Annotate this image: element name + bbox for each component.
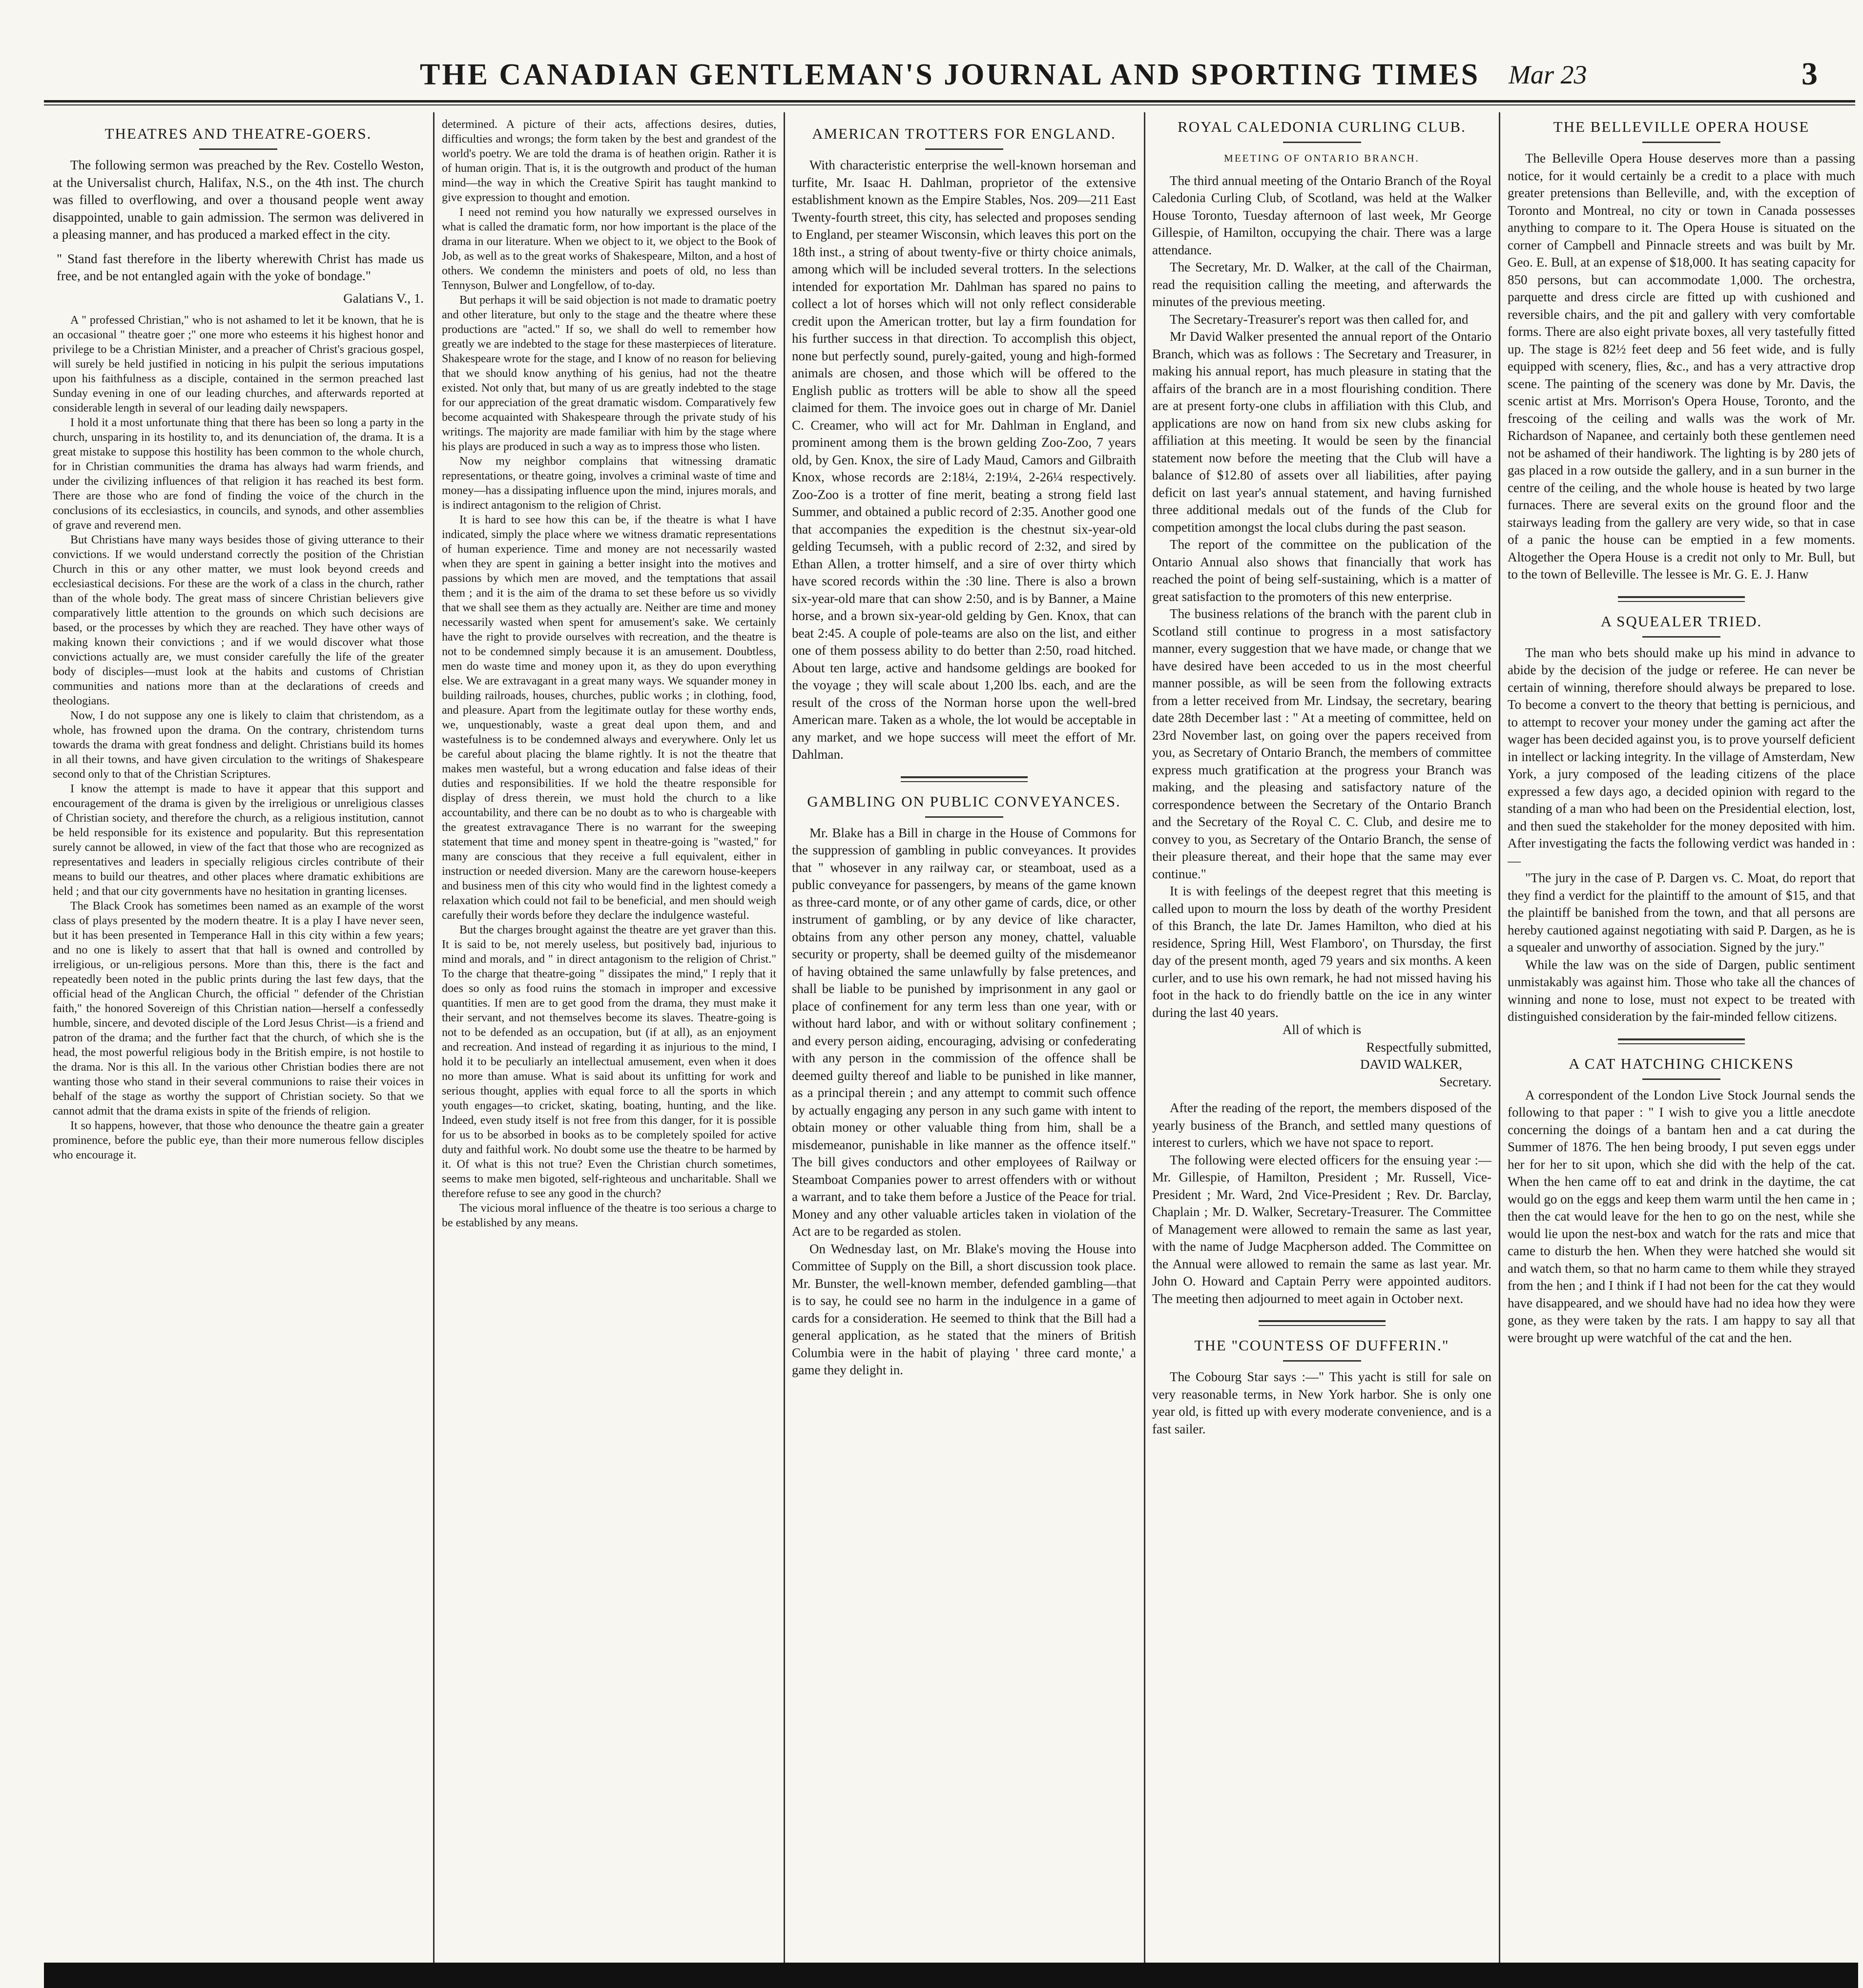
paragraph: The Black Crook has sometimes been named as an example of the worst class of plays presented by the modern theatre. It is a play I have never seen, but it has been presented in Temperance Hall in this city within a few years; and no one is likely to assert that that hall is owned and controlled by irreligious, or un-religious persons. More than this, there is the fact and repeatedly been noted in the public prints during the last few days, that the official head of the Anglican Church, the official " defender of the Christian faith," the honored Sovereign of this Christian nation—herself a confessedly humble, sincere, and devoted disciple of the Lord Jesus Christ—is a friend and patron of the drama; and the further fact that the church, of which she is the head, the most powerful religious body in the British empire, is not hostile to the drama. Nor is this all. In the various other Christian bodies there are not wanting those who stand in their several communions to raise their voices in behalf of the stage as worthy the support of Christian society. So that we cannot admit that the drama exists in spite of the friends of religion. [53, 900, 424, 1118]
masthead-rule-thin [44, 104, 1855, 105]
article-heading-countess: THE "COUNTESS OF DUFFERIN." [1194, 1337, 1449, 1354]
newspaper-title: THE CANADIAN GENTLEMAN'S JOURNAL AND SPORTING TIMES [420, 58, 1480, 91]
section-rule [1618, 596, 1745, 602]
paragraph: The Cobourg Star says :—" This yacht is still for sale on very reasonable terms, in New York harbor. She is only one year old, is fitted up with every moderate convenience, and is a fast sailer. [1152, 1369, 1491, 1436]
column-divider [1144, 112, 1145, 1963]
section-rule [1618, 1038, 1745, 1044]
article-heading-curling: ROYAL CALEDONIA CURLING CLUB. [1178, 118, 1466, 135]
paragraph: A " professed Christian," who is not ashamed to let it be known, that he is an occasional " theatre goer ;" one more who esteems it his highest honor and privilege to be a Christian Minister, and a preacher of Christ's gracious gospel, will surely be held justified in noticing in his pulpit the serious imputations upon his faithfulness as a disciple, contained in the sermon preached last Sunday evening in one of our leading churches, and afterwards reported at considerable length in several of our leading daily newspapers. [53, 314, 424, 414]
masthead [0, 49, 1863, 103]
column-5 [1508, 117, 1855, 1959]
article-heading-cat: A CAT HATCHING CHICKENS [1569, 1055, 1794, 1072]
heading-rule [925, 816, 1003, 818]
heading-rule [1642, 142, 1720, 143]
paragraph: But the charges brought against the theatre are yet graver than this. It is said to be, not merely useless, but positively bad, injurious to mind and morals, and " in direct antagonism to the religion of Christ." To the charge that theatre-going " dissipates the mind," I reply that it does so only as food ruins the stomach in improper and excessive quantities. If men are to get good from the drama, they must make it their servant, and not themselves become its slaves. Theatre-going is not to be defended as an occupation, but (if at all), as an enjoyment and recreation. And instead of regarding it as injurious to the mind, I hold it to be peculiarly an intellectual amusement, even when it does no more than amuse. What is said about its unfitting for work and serious thought, applies with equal force to all the sports in which youth engages—to cricket, skating, boating, hunting, and the like. Indeed, even study itself is not free from this danger, for it is possible for us to be absorbed in books as to be completely spoiled for active duty and faithful work. No doubt some use the theatre to be harmed by it. Of what is this not true? Even the Christian church sometimes, seems to make men bigoted, self-righteous and uncharitable. Shall we therefore refuse to see any good in the church? [442, 924, 776, 1200]
paragraph: The following sermon was preached by the Rev. Costello Weston, at the Universalist church, Halifax, N.S., on the 4th inst. The church was filled to overflowing, and over a thousand people went away disappointed, unable to gain admission. The sermon was delivered in a pleasing manner, and has produced a marked effect in the city. [53, 158, 424, 242]
paragraph: The man who bets should make up his mind in advance to abide by the decision of the judge or referee. He can never be certain of winning, therefore should always be prepared to lose. To become a convert to the theory that betting is pernicious, and to attempt to recover your money under the gaming act after the wager has been decided against you, is to prove yourself deficient in intellect or lacking integrity. In the village of Amsterdam, New York, a jury composed of the leading citizens of the place expressed a few days ago, a decided opinion with regard to the standing of a man who had been on the Presidential election, lost, and then sued the stakeholder for the money deposited with him. After investigating the facts the following verdict was handed in :— [1508, 645, 1855, 868]
masthead-rule [44, 100, 1855, 103]
paragraph: It is with feelings of the deepest regret that this meeting is called upon to mourn the loss by death of the worthy President of this Branch, the late Dr. James Hamilton, who died at his residence, Spring Hill, West Flamboro', on Thursday, the first day of the present month, aged 79 years and six months. A keen curler, and to use his own remark, he had not missed having his foot in the hack to do friendly battle on the ice in any winter during the last 40 years. [1152, 884, 1491, 1020]
paragraph: I know the attempt is made to have it appear that this support and encouragement of the drama is given by the irreligious or unreligious classes of Christian society, and therefore the church, as a religious institution, cannot be held responsible for its existence and popularity. But this representation surely cannot be allowed, in view of the fact that those who are recognized as representatives and leaders in specially religious circles contribute of their means to build our theatres, and other places where dramatic exhibitions are held ; and that our city governments have no hesitation in granting licenses. [53, 783, 424, 898]
paragraph: I hold it a most unfortunate thing that there has been so long a party in the church, unsparing in its hostility to, and its denunciation of, the drama. It is a great mistake to suppose this hostility has been common to the whole church, for in Christian communities the drama has always had warm friends, and under the civilizing influences of that religion it has reached its best form. There are those who are fond of finding the voice of the church in the conclusions of its ecclesiastics, in councils, and synods, and other assemblies of grave and reverend men. [53, 416, 424, 532]
paragraph: It so happens, however, that those who denounce the theatre gain a greater prominence, before the public eye, than their more numerous fellow disciples who encourage it. [53, 1119, 424, 1161]
paragraph: Mr. Blake has a Bill in charge in the House of Commons for the suppression of gambling in public conveyances. It provides that " whosever in any railway car, or steamboat, used as a public conveyance for passengers, by means of the game known as three-card monte, or of any other game of cards, dice, or other instrument of gambling, or by any device of like character, obtains from any other person any money, chattel, valuable security or property, shall be deemed guilty of the misdemeanor of having obtained the same unlawfully by false pretences, and shall be liable to be punished by imprisonment in any gaol or place of confinement for any term less than one year, with or without hard labor, and with or without solitary confinement ; and every person aiding, encouraging, advising or confederating with any person in the commission of the offence shall be deemed guilty thereof and liable to be punished in like manner, as a principal therein ; and any attempt to commit such offence by actually engaging any person in any such game with intent to obtain money or other valuable thing from him, shall be a misdemeanor, punishable in like manner as the offence itself." The bill gives conductors and other employees of Railway or Steamboat Companies power to arrest offenders with or without a warrant, and to take them before a Justice of the Peace for trial. Money and any other valuable articles taken in violation of the Act are to be regarded as stolen. [792, 825, 1136, 1239]
paragraph: But perhaps it will be said objection is not made to dramatic poetry and other literature, but only to the stage and the theatre where these productions are "acted." If so, we shall do well to remember how greatly we are indebted to the stage for these masterpieces of literature. Shakespeare wrote for the stage, and I know of no reason for believing that we should know anything of his genius, had not the theatre existed. Not only that, but many of us are greatly indebted to the stage for our appreciation of the great dramatic wisdom. Comparatively few become acquainted with Shakespeare through the private study of his writings. The majority are made familiar with him by the stage where his plays are produced in such a way as to impress those who listen. [442, 294, 776, 453]
article-heading-theatres: THEATRES AND THEATRE-GOERS. [104, 125, 372, 142]
column-2 [442, 117, 776, 1959]
signature-line: All of which is [1282, 1022, 1362, 1037]
paragraph: The vicious moral influence of the theatre is too serious a charge to be established by any means. [442, 1202, 776, 1229]
handwritten-date: Mar 23 [1509, 60, 1587, 89]
paragraph: On Wednesday last, on Mr. Blake's moving the House into Committee of Supply on the Bill, a short discussion took place. Mr. Bunster, the well-known member, defended gambling—that is to say, he could see no harm in the indulgence in a game of cards for a consideration. He seemed to think that the Bill had a general application, as he stated that the miners of British Columbia were in the habit of playing ' three card monte,' a game they delight in. [792, 1241, 1136, 1377]
paragraph: The report of the committee on the publication of the Ontario Annual also shows that financially that work has reached the point of being self-sustaining, which is a matter of great satisfaction to the promoters of this new enterprise. [1152, 537, 1491, 604]
paragraph: Mr David Walker presented the annual report of the Ontario Branch, which was as follows : The Secretary and Treasurer, in making his annual report, has much pleasure in stating that the affairs of the branch are in a most flourishing condition. There are at present forty-one clubs in affiliation with this Club, and applications are now on hand from six new clubs asking for affiliation at this meeting. It would be seen by the financial statement now before the meeting that the Club will have a balance of $12.80 of assets over all liabilities, after paying deficit on last year's annual statement, and having furnished three additional medals out of the funds of the Club for competition amongst the local clubs during the past season. [1152, 329, 1491, 535]
scripture-quote: " Stand fast therefore in the liberty wherewith Christ has made us free, and be not entangled again with the yoke of bondage." [57, 251, 424, 283]
paragraph: I need not remind you how naturally we expressed ourselves in what is called the dramatic form, nor how important is the place of the drama in our literature. When we object to it, we object to the Book of Job, as well as to the great works of Shakespeare, Milton, and a host of others. We condemn the ministers and poets of old, no less than Tennyson, Bulwer and Longfellow, of to-day. [442, 206, 776, 292]
paragraph: determined. A picture of their acts, affections desires, duties, difficulties and wrongs; the form taken by the best and grandest of the world's poetry. We are told the drama is of heathen origin. Rather it is of human origin. That is, it is the outgrowth and product of the human mind—the way in which the Creative Spirit has taught mankind to give expression to thought and emotion. [442, 118, 776, 204]
paragraph: The Secretary-Treasurer's report was then called for, and [1170, 311, 1469, 327]
heading-rule [1642, 1078, 1720, 1080]
heading-rule [1283, 142, 1361, 143]
paragraph: A correspondent of the London Live Stock Journal sends the following to that paper : " I wish to give you a little anecdote concerning the doings of a bantam hen and a cat during the Summer of 1876. The hen being broody, I put seven eggs under her for her to sit upon, which she did with the help of the cat. When the hen came off to eat and drink in the daytime, the cat would go on the eggs and keep them warm until the hen came in ; then the cat would leave for the hen to go on the nest, while she would lie upon the nest-box and watch for the rats and mice that came to disturb the hen. When they were hatched she would sit and watch them, so that no harm came to them while they strayed from the hen ; and I think if I had not been for the cat they would have disappeared, and we should have had no idea how they were gone, as they were taken by the rats. I am happy to say all that were brought up were watchful of the cat and the hen. [1508, 1087, 1855, 1345]
column-divider [433, 112, 435, 1963]
paragraph: It is hard to see how this can be, if the theatre is what I have indicated, simply the place where we witness dramatic representations of human experience. Time and money are not necessarily wasted when they are spent in gaining a better insight into the motives and passions by which men are moved, and the temptations that assail them ; and it is the aim of the drama to set these before us so vividly that we shall see them as they actually are. Neither are time and money necessarily wasted when spent for amusement's sake. We certainly have the right to provide ourselves with recreation, and the theatre is not to be condemned simply because it is an amusement. Doubtless, men do waste time and money upon it, as they do upon everything else. We are extravagant in a great many ways. We squander money in building railroads, houses, churches, public works ; in clothing, food, and pleasure. Apart from the legitimate outlay for these worthy ends, we, unquestionably, waste a great deal upon them, and and wastefulness is to be condemned always and everywhere. Only let us be careful about placing the blame rightly. It is not the theatre that makes men wasteful, but a wrong education and false ideas of their duties and responsibilities. If we hold the theatre responsible for display of dress therein, we must hold the church to a like accountability, and there can be no doubt as to who is chargeable with the greatest extravagance There is no warrant for the sweeping statement that time and money spent in theatre-going is "wasted," for many are conscious that they receive a full equivalent, either in instruction or needed diversion. Many are the careworn house-keepers and business men of this city who would find in the lightest comedy a relaxation which could not fail to be beneficial, and men should weigh carefully their words before they declare the indulgence wasteful. [442, 514, 776, 922]
article-subheading: MEETING OF ONTARIO BRANCH. [1224, 152, 1420, 164]
paragraph: But Christians have many ways besides those of giving utterance to their convictions. If we would understand correctly the position of the Christian Church in this or any other matter, we must look beyond creeds and ecclesiastical decisions. For these are the work of a class in the church, rather than of the whole body. The great mass of sincere Christian believers give comparatively little attention to the grounds on which such decisions are based, or the processes by which they are reached. They have other ways of making known their convictions ; and if we would discover what those convictions actually are, we must consider carefully the life of the greater body of disciples—must look at the habits and customs of Christian communities and nations more than at the declarations of creeds and theologians. [53, 534, 424, 707]
paragraph: Now my neighbor complains that witnessing dramatic representations, or theatre going, involves a criminal waste of time and money—has a dissipating influence upon the mind, injures morals, and is indirect antagonism to the religion of Christ. [442, 455, 776, 512]
scan-bottom-edge [44, 1963, 1858, 1988]
column-divider [1499, 112, 1500, 1963]
signature-line: Respectfully submitted, [1366, 1039, 1491, 1055]
paragraph: While the law was on the side of Dargen, public sentiment unmistakably was against him. Those who take all the chances of winning and none to lose, must not expect to be treated with distinguished consideration by the fair-minded fellow citizens. [1508, 957, 1855, 1024]
column-3 [792, 117, 1136, 1959]
heading-rule [199, 148, 277, 150]
column-divider [784, 112, 785, 1963]
paragraph: With characteristic enterprise the well-known horseman and turfite, Mr. Isaac H. Dahlman, proprietor of the extensive establishment known as the Empire Stables, Nos. 209—211 East Twenty-fourth street, this city, has selected and proposes sending to England, per steamer Wisconsin, which leaves this port on the 18th inst., a string of about twenty-five or thirty choice animals, among which will be included several trotters. In the selections intended for exportation Mr. Dahlman has spared no pains to collect a lot of horses which will not only reflect considerable credit upon the American trotter, but lay a firm foundation for his further success in that direction. To accomplish this object, none but perfectly sound, purely-gaited, young and high-formed animals are chosen, and those which will be offered to the English public as trotters will be able to show all the speed claimed for them. The invoice goes out in charge of Mr. Daniel C. Creamer, who will act for Mr. Dahlman in England, and prominent among them is the brown gelding Zoo-Zoo, 7 years old, by Gen. Knox, the sire of Lady Maud, Camors and Gilbraith Knox, whose records are 2:18¼, 2:19¼, 2-26¼ respectively. Zoo-Zoo is a trotter of fine merit, beating a strong field last Summer, and obtained a public record of 2:35. Another good one that accompanies the expedition is the chestnut six-year-old gelding Tecumseh, with a public record of 2:32, and sired by Ethan Allen, a trotter himself, and a sire of over thirty which have scored records within the :30 line. There is also a brown six-year-old mare that can show 2:50, and is by Banner, a Maine horse, and a brown six-year-old gelding by Gen. Knox, that can beat 2:45. A couple of pole-teams are also on the list, and either one of them possess ability to do better than 2:50, road hitched. About ten large, active and handsome geldings are booked for the voyage ; they will scale about 1,200 lbs. each, and are the result of the cross of the Norman horse upon the well-bred American mare. Taken as a whole, the lot would be acceptable in any market, and we hope success will meet the effort of Mr. Dahlman. [792, 158, 1136, 762]
signature-name: DAVID WALKER, [1360, 1057, 1462, 1072]
column-1 [53, 117, 424, 1959]
heading-rule [1642, 636, 1720, 638]
article-heading-belleville: THE BELLEVILLE OPERA HOUSE [1553, 118, 1810, 135]
paragraph: The business relations of the branch with the parent club in Scotland still continue to progress in a most satisfactory manner, every suggestion that we have made, or change that we have desired have been acceded to us in the most cheerful manner possible, as will be seen from the following extracts from a letter received from Mr. Lindsay, the secretary, bearing date 28th December last : " At a meeting of committee, held on 23rd November last, on going over the papers received from you, as Secretary of Ontario Branch, the members of committee express much gratification at the progress your Branch was making, and the pleasing and satisfactory nature of the correspondence between the Secretary of the Ontario Branch and the Secretary of the Royal C. C. Club, and desire me to convey to you, as Secretary of the Ontario Branch, the sense of their pleasure thereat, and their hope that the same may ever continue." [1152, 606, 1491, 881]
paragraph: After the reading of the report, the members disposed of the yearly business of the Branch, and settled many questions of interest to curlers, which we have not space to report. [1152, 1100, 1491, 1150]
heading-rule [1283, 1360, 1361, 1362]
paragraph: The Secretary, Mr. D. Walker, at the call of the Chairman, read the requisition calling the meeting, and afterwards the minutes of the previous meeting. [1152, 260, 1491, 309]
paragraph: The third annual meeting of the Ontario Branch of the Royal Caledonia Curling Club, of Scotland, was held at the Walker House Toronto, Tuesday afternoon of last week, Mr George Gillespie, of Hamilton, occupying the chair. There was a large attendance. [1152, 173, 1491, 257]
signature-title: Secretary. [1439, 1074, 1491, 1089]
section-rule [901, 776, 1028, 782]
column-4 [1152, 117, 1491, 1959]
paragraph: The following were elected officers for the ensuing year :—Mr. Gillespie, of Hamilton, President ; Mr. Russell, Vice-President ; Mr. Ward, 2nd Vice-President ; Rev. Dr. Barclay, Chaplain ; Mr. D. Walker, Secretary-Treasurer. The Committee of Management were allowed to remain the same as last year, with the name of Judge Macpherson added. The Committee on the Annual were allowed to remain the same as last year. Mr. John O. Howard and Captain Perry were appointed auditors. The meeting then adjourned to meet again in October next. [1152, 1152, 1491, 1306]
article-heading-squealer: A SQUEALER TRIED. [1600, 612, 1762, 630]
paragraph: Now, I do not suppose any one is likely to claim that christendom, as a whole, has frowned upon the drama. On the contrary, christendom turns towards the drama with great fondness and delight. Christians build its homes in all their towns, and have given circulation to the writings of Shakespeare second only to that of the Christian Scriptures. [53, 709, 424, 781]
scripture-citation: Galatians V., 1. [343, 290, 424, 306]
article-heading-gambling: GAMBLING ON PUBLIC CONVEYANCES. [807, 792, 1121, 810]
heading-rule [925, 148, 1003, 150]
page-number: 3 [1801, 56, 1818, 92]
paragraph: "The jury in the case of P. Dargen vs. C. Moat, do report that they find a verdict for the plaintiff to the amount of $15, and that the plaintiff be banished from the town, and that all persons are hereby cautioned against negotiating with said P. Dargen, as he is a squealer and unworthy of association. Signed by the jury." [1508, 870, 1855, 954]
section-rule [1259, 1320, 1386, 1326]
article-heading-trotters: AMERICAN TROTTERS FOR ENGLAND. [812, 125, 1116, 142]
paragraph: The Belleville Opera House deserves more than a passing notice, for it would certainly be a credit to a place with much greater pretensions than Belleville, and, with the exception of Toronto and Montreal, no city or town in Canada possesses anything to compare to it. The Opera House is situated on the corner of Campbell and Pinnacle streets and was built by Mr. Geo. E. Bull, at an expense of $18,000. It has seating capacity for 850 persons, but can accommodate 1,000. The orchestra, parquette and dress circle are fitted up with cushioned and reversible chairs, and the pit and gallery with very comfortable forms. There are also eight private boxes, all very tastefully fitted up. The stage is 82½ feet deep and 56 feet wide, and is fully equipped with scenery, flies, &c., and has a very attractive drop scene. The painting of the scenery was done by Mr. Davis, the scenic artist at Mrs. Morrison's Opera House, Toronto, and the frescoing of the ceiling and walls was the work of Mr. Richardson of Napanee, and certainly both these gentlemen need not be ashamed of their handiwork. The lighting is by 280 jets of gas placed in a row outside the gallery, and in a sun burner in the centre of the ceiling, and the whole house is heated by two large furnaces. There are several exits on the ground floor and the stairways leading from the gallery are very wide, so that in case of a panic the house can be emptied in a few moments. Altogether the Opera House is a credit not only to Mr. Bull, but to the town of Belleville. The lessee is Mr. G. E. J. Hanw [1508, 151, 1855, 581]
